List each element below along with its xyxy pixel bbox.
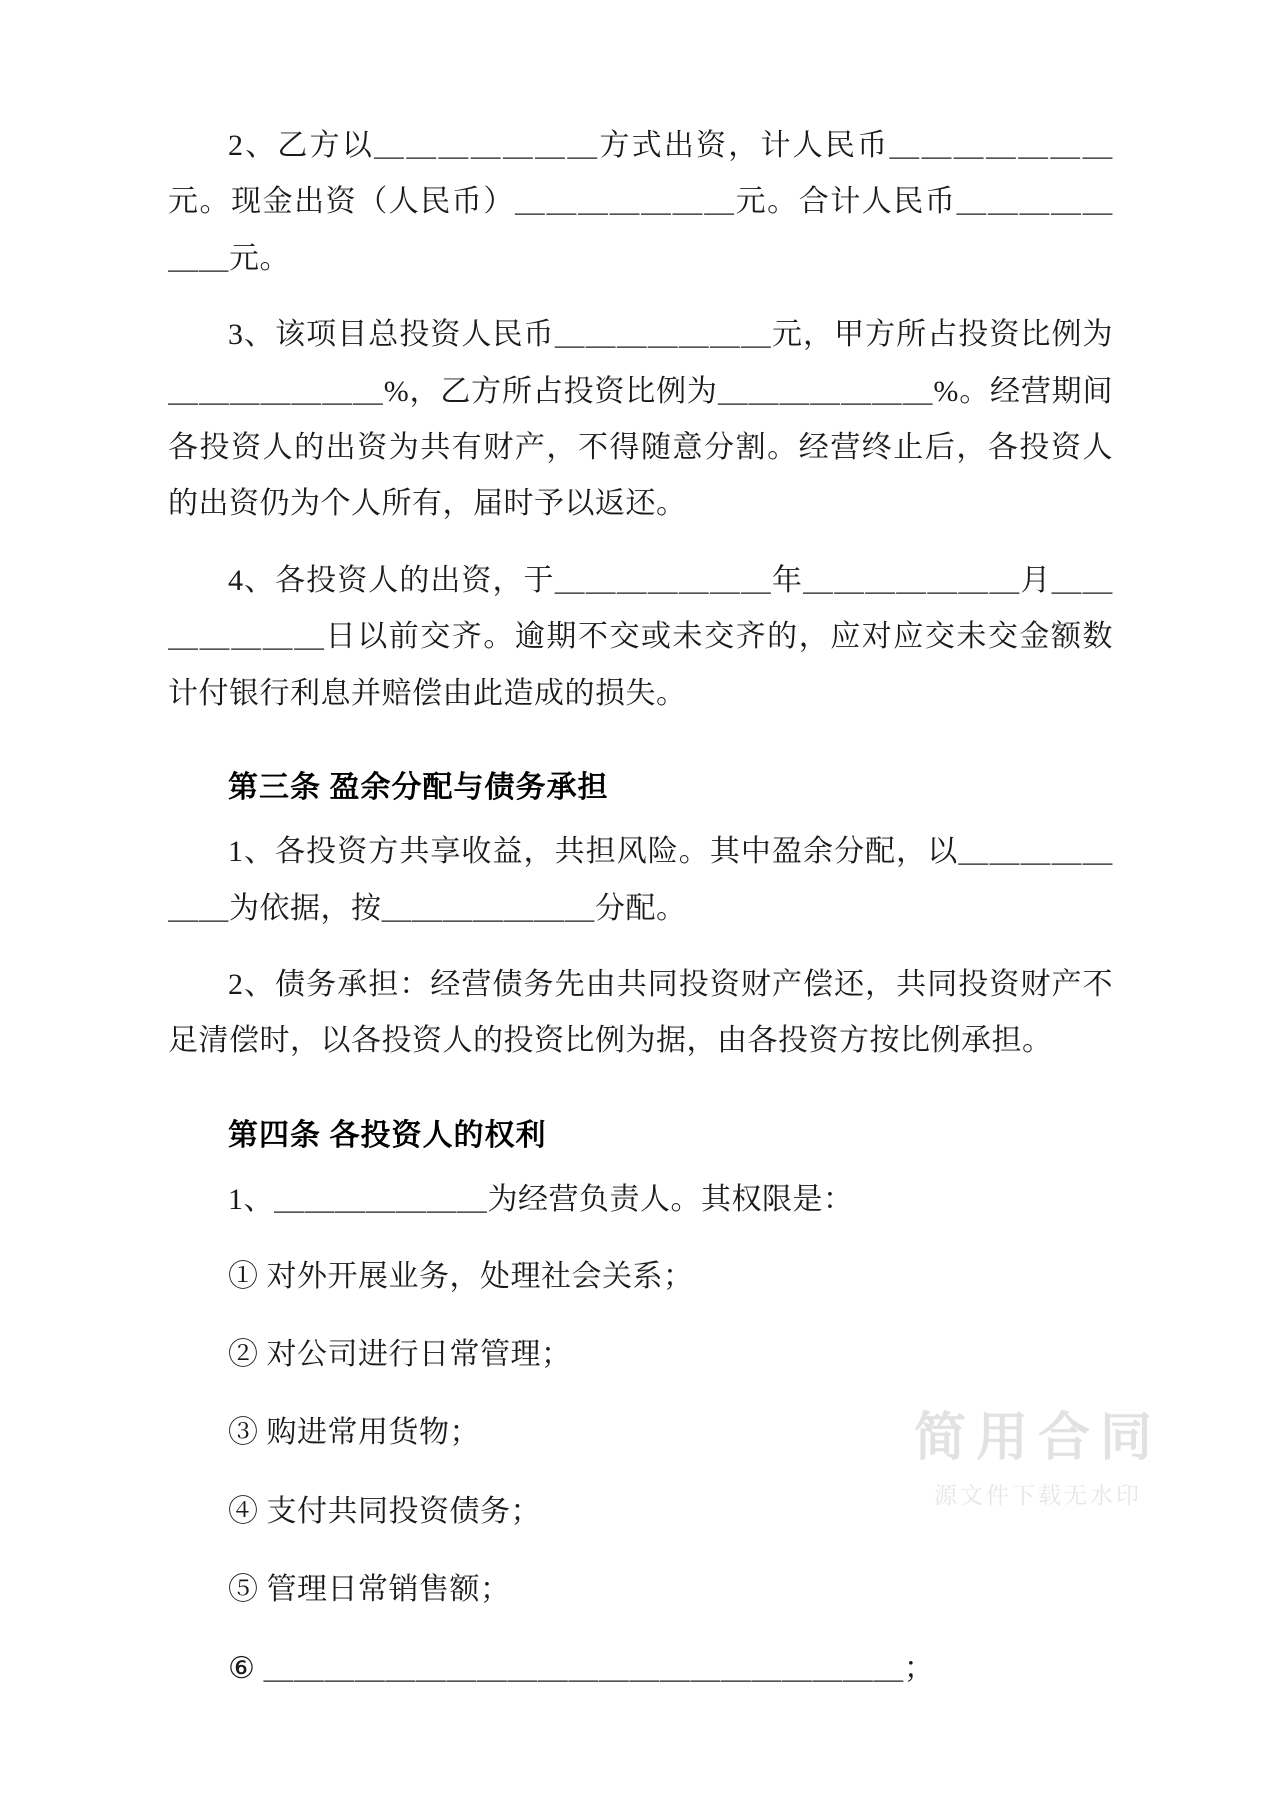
clause-4-1-manager: 1、＿＿＿＿＿＿＿为经营负责人。其权限是：	[228, 1183, 854, 1217]
document-body	[168, 118, 1113, 1705]
clause-2-4-payment-deadline: 4、各投资人的出资，于＿＿＿＿＿＿＿年＿＿＿＿＿＿＿月＿＿＿＿＿＿＿日以前交齐。逾期不交或未交齐的，应对应交未交金额数计付银行利息并赔偿由此造成的损失。	[168, 563, 1113, 710]
clause-4-1-item-2: ② 对公司进行日常管理；	[228, 1338, 572, 1372]
paragraph-spacer	[168, 539, 1113, 553]
paragraph-spacer	[168, 1076, 1113, 1090]
list-spacer	[168, 1548, 1113, 1562]
clause-3-1-profit-sharing: 1、各投资方共享收益，共担风险。其中盈余分配，以＿＿＿＿＿＿＿为依据，按＿＿＿＿＿＿＿分配。	[168, 835, 1113, 925]
list-spacer	[168, 1313, 1113, 1327]
section-3-heading: 第三条 盈余分配与债务承担	[228, 770, 609, 804]
list-spacer	[168, 1391, 1113, 1405]
watermark-brand: 简用合同	[913, 1408, 1162, 1467]
paragraph-spacer	[168, 728, 1113, 742]
clause-4-1-item-3: ③ 购进常用货物；	[228, 1416, 480, 1450]
paragraph-spacer	[168, 1235, 1113, 1249]
clause-2-2-contribution: 2、乙方以＿＿＿＿＿＿＿方式出资，计人民币＿＿＿＿＿＿＿元。现金出资（人民币）＿＿＿＿＿＿＿元。合计人民币＿＿＿＿＿＿＿元。	[168, 129, 1113, 275]
clause-4-1-item-1: ① 对外开展业务，处理社会关系；	[228, 1259, 694, 1293]
clause-4-1-item-5: ⑤ 管理日常销售额；	[228, 1573, 511, 1607]
clause-2-3-total-investment: 3、该项目总投资人民币＿＿＿＿＿＿＿元，甲方所占投资比例为＿＿＿＿＿＿＿%，乙方所占投资比例为＿＿＿＿＿＿＿%。经营期间各投资人的出资为共有财产，不得随意分割。经营终止后，各投资人的出资仍为个人所有，届时予以返还。	[168, 318, 1113, 521]
clause-4-1-item-4: ④ 支付共同投资债务；	[228, 1494, 541, 1528]
list-spacer	[168, 1627, 1113, 1641]
list-spacer	[168, 1470, 1113, 1484]
paragraph-spacer	[168, 293, 1113, 307]
paragraph-spacer	[168, 943, 1113, 957]
clause-3-2-debt-bearing: 2、债务承担：经营债务先由共同投资财产偿还，共同投资财产不足清偿时，以各投资人的投资比例为据，由各投资方按比例承担。	[168, 968, 1113, 1058]
watermark-note: 源文件下载无水印	[933, 1482, 1142, 1508]
section-4-heading: 第四条 各投资人的权利	[228, 1118, 547, 1152]
clause-4-1-item-6: ⑥ ＿＿＿＿＿＿＿＿＿＿＿＿＿＿＿＿＿＿＿＿＿；	[228, 1651, 935, 1685]
